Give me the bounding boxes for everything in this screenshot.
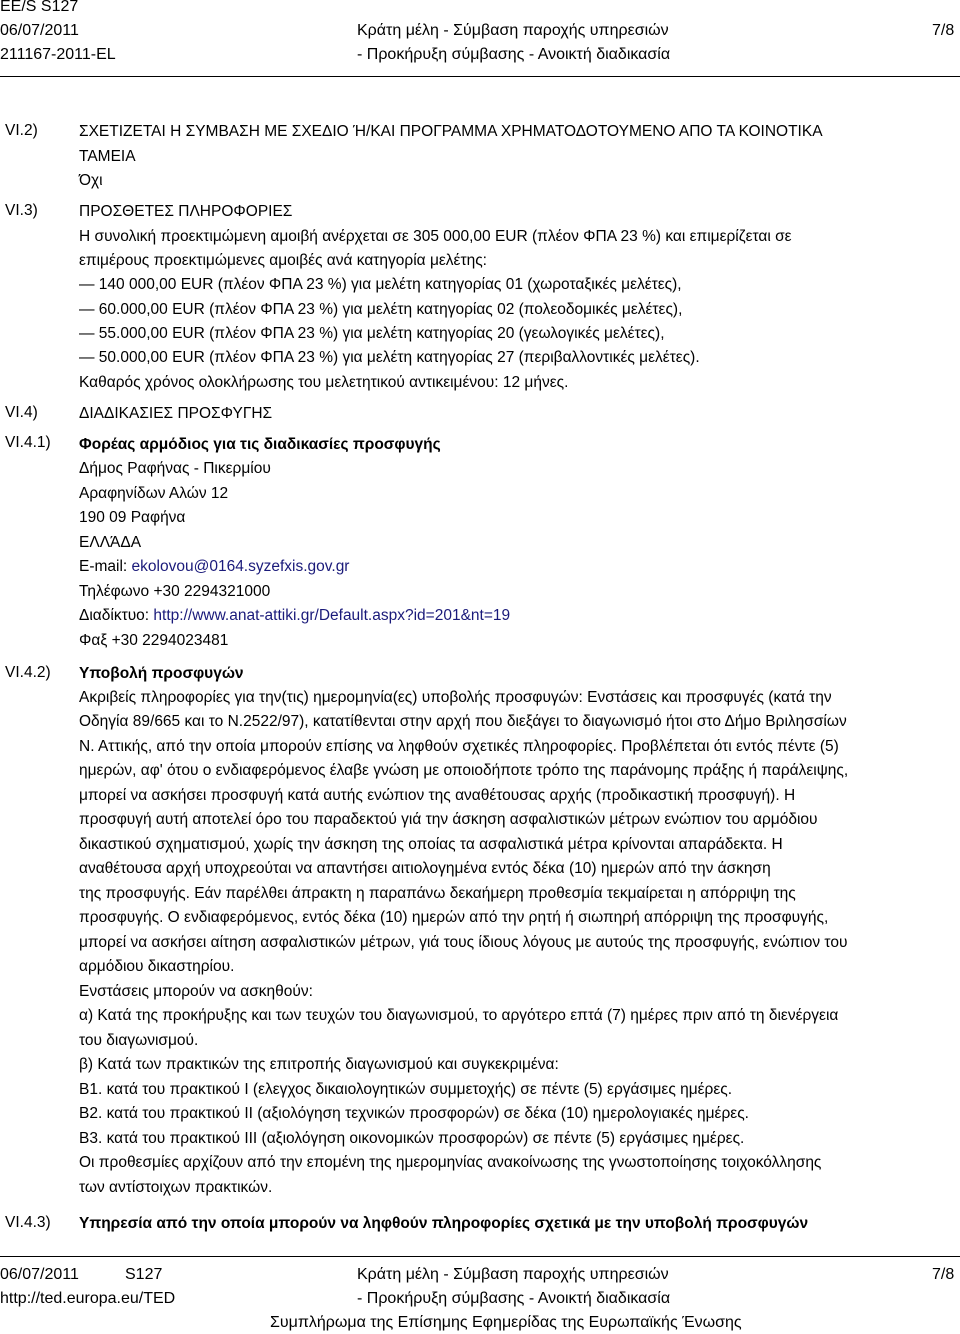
vi3-line-3: — 140 000,00 EUR (πλέον ΦΠΑ 23 %) για μελέτη κατηγορίας 01 (χωροταξικές μελέτες),	[79, 276, 682, 293]
vi43-title: Υπηρεσία από την οποία μπορούν να ληφθούν πληροφορίες σχετικά με την υποβολή προσφυγών	[79, 1215, 809, 1232]
section-vi3: VI.3)	[5, 202, 38, 219]
section-vi41: VI.4.1)	[5, 434, 51, 451]
web-row	[79, 604, 510, 628]
email-label: E-mail:	[79, 558, 132, 575]
vi2-answer: Όχι	[79, 172, 103, 189]
vi42-line: των αντίστοιχων πρακτικών.	[79, 1179, 273, 1196]
vi42-line: Β2. κατά του πρακτικού ΙΙ (αξιολόγηση τεχνικών προσφορών) σε δέκα (10) ημερολογιακές ημέρες.	[79, 1105, 749, 1122]
section-vi4: VI.4)	[5, 404, 38, 421]
footer-date: 06/07/2011	[0, 1266, 79, 1283]
vi3-line-5: — 55.000,00 EUR (πλέον ΦΠΑ 23 %) για μελέτη κατηγορίας 20 (γεωλογικές μελέτες),	[79, 325, 665, 342]
vi3-line-6: — 50.000,00 EUR (πλέον ΦΠΑ 23 %) για μελέτη κατηγορίας 27 (περιβαλλοντικές μελέτες).	[79, 349, 700, 366]
vi42-line: ημερών, αφ' ότου ο ενδιαφερόμενος έλαβε γνώση με οποιοδήποτε τρόπο της παράνομης πράξης ή παράλειψης,	[79, 762, 849, 779]
vi42-line: Οι προθεσμίες αρχίζουν από την επομένη της ημερομηνίας ανακοίνωσης της γνωστοποίησης τοιχοκόλλησης	[79, 1154, 822, 1171]
vi4-title: ΔΙΑΔΙΚΑΣΙΕΣ ΠΡΟΣΦΥΓΗΣ	[79, 405, 273, 422]
vi41-city: 190 09 Ραφήνα	[79, 509, 186, 526]
vi42-line: δικαστικού σχηματισμού, χωρίς την άσκηση της οποίας τα ασφαλιστικά μέτρα κρίνονται απαράδεκτα. Η	[79, 836, 783, 853]
vi41-street: Αραφηνίδων Αλών 12	[79, 485, 229, 502]
header-ref: 211167-2011-EL	[0, 46, 116, 63]
phone: Τηλέφωνο +30 2294321000	[79, 583, 271, 600]
footer-title-2: - Προκήρυξη σύμβασης - Ανοικτή διαδικασία	[357, 1290, 671, 1307]
web-link[interactable]: http://www.anat-attiki.gr/Default.aspx?id=201&nt=19	[153, 607, 511, 624]
vi42-line: αναθέτουσα αρχή υποχρεούται να απαντήσει αιτιολογημένα εντός δέκα (10) ημερών από την άσκηση	[79, 860, 771, 877]
footer-page: 7/8	[932, 1266, 955, 1283]
vi3-title: ΠΡΟΣΘΕΤΕΣ ΠΛΗΡΟΦΟΡΙΕΣ	[79, 203, 293, 220]
header-divider	[0, 76, 960, 77]
vi2-title-line-1: ΣΧΕΤΙΖΕΤΑΙ Η ΣΥΜΒΑΣΗ ΜΕ ΣΧΕΔΙΟ Ή/ΚΑΙ ΠΡΟΓΡΑΜΜΑ ΧΡΗΜΑΤΟΔΟΤΟΥΜΕΝΟ ΑΠΟ ΤΑ ΚΟΙΝΟΤΙΚΑ	[79, 123, 823, 140]
vi3-line-2: επιμέρους προεκτιμώμενες αμοιβές ανά κατηγορία μελέτης:	[79, 252, 487, 269]
vi41-title: Φορέας αρμόδιος για τις διαδικασίες προσφυγής	[79, 436, 441, 453]
vi42-line: του διαγωνισμού.	[79, 1032, 199, 1049]
email-link[interactable]: ekolovou@0164.syzefxis.gov.gr	[131, 558, 350, 575]
footer-divider	[0, 1256, 960, 1257]
footer-title-1: Κράτη μέλη - Σύμβαση παροχής υπηρεσιών	[357, 1266, 669, 1283]
vi41-name: Δήμος Ραφήνας - Πικερμίου	[79, 460, 271, 477]
section-vi43: VI.4.3)	[5, 1214, 51, 1231]
web-label: Διαδίκτυο:	[79, 607, 154, 624]
vi2-title-line-2: ΤΑΜΕΙΑ	[79, 148, 136, 165]
vi42-line: Οδηγία 89/665 και το Ν.2522/97), κατατίθενται στην αρχή που διεξάγει το διαγωνισμό ήτοι στο Δήμο Βριλησσίων	[79, 713, 847, 730]
vi42-line: β) Κατά των πρακτικών της επιτροπής διαγωνισμού και συγκεκριμένα:	[79, 1056, 559, 1073]
vi42-line: Ν. Αττικής, από την οποία μπορούν επίσης να ληφθούν σχετικές πληροφορίες. Προβλέπεται ότι εντός πέντε (5)	[79, 738, 839, 755]
vi42-line: της προσφυγής. Εάν παρέλθει άπρακτη η παραπάνω δεκαήμερη προθεσμία τεκμαίρεται η απόρριψη της	[79, 885, 796, 902]
footer-code: S127	[125, 1266, 163, 1283]
vi42-line: α) Κατά της προκήρυξης και των τευχών του διαγωνισμού, το αργότερο επτά (7) ημέρες πριν από τη διενέργεια	[79, 1007, 839, 1024]
vi42-line: προσφυγής. Ο ενδιαφερόμενος, εντός δέκα (10) ημερών από την ρητή ή σιωπηρή απόρριψη της προσφυγής,	[79, 909, 829, 926]
vi3-line-1: Η συνολική προεκτιμώμενη αμοιβή ανέρχεται σε 305 000,00 EUR (πλέον ΦΠΑ 23 %) και επιμερίζεται σε	[79, 228, 792, 245]
vi42-line: Ακριβείς πληροφορίες για την(τις) ημερομηνία(ες) υποβολής προσφυγών: Ενστάσεις και προσφυγές (κατά την	[79, 689, 832, 706]
vi42-line: προσφυγή αυτή αποτελεί όρο του παραδεκτού γιά την άσκηση ασφαλιστικών μέτρων ενώπιον του αρμόδιου	[79, 811, 818, 828]
footer-url[interactable]: http://ted.europa.eu/TED	[0, 1290, 176, 1307]
doc-code: EE/S S127	[0, 0, 79, 15]
footer-title-3: Συμπλήρωμα της Επίσημης Εφημερίδας της Ευρωπαϊκής Ένωσης	[270, 1314, 742, 1331]
section-vi2: VI.2)	[5, 122, 38, 139]
vi42-line: Β3. κατά του πρακτικού ΙΙΙ (αξιολόγηση οικονομικών προσφορών) σε πέντε (5) εργάσιμες ημέρες.	[79, 1130, 745, 1147]
header-date: 06/07/2011	[0, 22, 79, 39]
fax: Φαξ +30 2294023481	[79, 632, 229, 649]
vi42-title: Υποβολή προσφυγών	[79, 665, 244, 682]
vi42-line: αρμόδιου δικαστηρίου.	[79, 958, 235, 975]
vi3-line-4: — 60.000,00 EUR (πλέον ΦΠΑ 23 %) για μελέτη κατηγορίας 02 (πολεοδομικές μελέτες),	[79, 301, 683, 318]
vi41-country: ΕΛΛΆΔΑ	[79, 534, 142, 551]
header-title-1: Κράτη μέλη - Σύμβαση παροχής υπηρεσιών	[357, 22, 669, 39]
email-row	[79, 555, 349, 579]
vi3-line-7: Καθαρός χρόνος ολοκλήρωσης του μελετητικού αντικειμένου: 12 μήνες.	[79, 374, 569, 391]
vi42-line: Ενστάσεις μπορούν να ασκηθούν:	[79, 983, 313, 1000]
vi42-line: μπορεί να ασκήσει αίτηση ασφαλιστικών μέτρων, γιά τους ίδιους λόγους με αυτούς της προσφυγής, ενώπιον του	[79, 934, 848, 951]
section-vi42: VI.4.2)	[5, 664, 51, 681]
header-title-2: - Προκήρυξη σύμβασης - Ανοικτή διαδικασία	[357, 46, 671, 63]
header-page: 7/8	[932, 22, 955, 39]
vi42-line: Β1. κατά του πρακτικού Ι (ελεγχος δικαιολογητικών συμμετοχής) σε πέντε (5) εργάσιμες ημέρες.	[79, 1081, 733, 1098]
vi42-line: μπορεί να ασκήσει προσφυγή κατά αυτής ενώπιον της αναθέτουσας αρχής (προδικαστική προσφυγή). Η	[79, 787, 796, 804]
